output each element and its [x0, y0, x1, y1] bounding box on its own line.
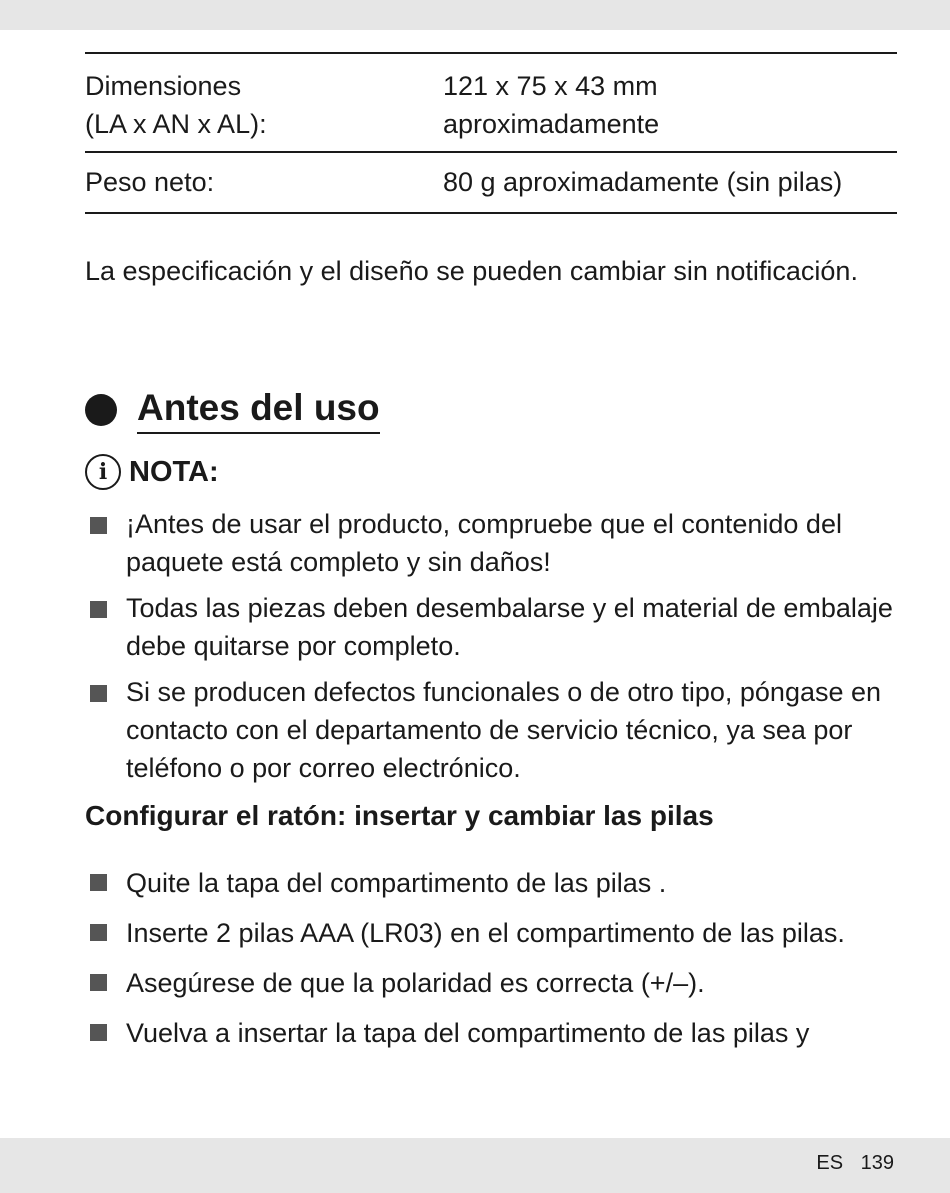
- top-margin-band: [0, 0, 950, 30]
- specification-change-note: La especificación y el diseño se pueden cambiar sin notificación.: [85, 256, 858, 286]
- spec-key-line: Dimensiones: [85, 71, 242, 101]
- page-footer: [816, 1152, 894, 1175]
- language-code: ES: [816, 1152, 844, 1174]
- spec-row-weight: [85, 151, 897, 212]
- spec-key: Peso neto:: [85, 167, 215, 197]
- list-item: Asegúrese de que la polaridad es correcta (+/–).: [88, 962, 900, 1004]
- section-heading: [85, 386, 380, 434]
- bullet-dot-icon: [85, 394, 117, 426]
- spec-value: [443, 67, 897, 143]
- spec-value-line: aproximadamente: [443, 109, 660, 139]
- page-number: 139: [860, 1152, 894, 1174]
- list-item: Todas las piezas deben desembalarse y el material de embalaje debe quitarse por completo.: [88, 589, 900, 665]
- list-item: ¡Antes de usar el producto, compruebe que el contenido del paquete está completo y sin daños!: [88, 505, 900, 581]
- specifications-table: [85, 52, 897, 214]
- subsection-title: Configurar el ratón: insertar y cambiar las pilas: [85, 800, 714, 831]
- section-title: Antes del uso: [137, 386, 380, 434]
- spec-key: [85, 67, 443, 143]
- spec-key-line: (LA x AN x AL):: [85, 109, 267, 139]
- list-item: Si se producen defectos funcionales o de otro tipo, póngase en contacto con el departamento de servicio técnico, ya sea por teléfono o por correo electrónico.: [88, 673, 900, 787]
- info-icon: i: [85, 454, 121, 490]
- list-item: Quite la tapa del compartimento de las pilas .: [88, 862, 900, 904]
- instruction-list: [88, 862, 900, 1062]
- note-list: [88, 505, 900, 795]
- note-header: [85, 454, 219, 490]
- spec-value: 80 g aproximadamente (sin pilas): [443, 167, 843, 197]
- spec-row-dimensions: [85, 54, 897, 151]
- list-item: Vuelva a insertar la tapa del compartimento de las pilas y: [88, 1012, 900, 1054]
- bottom-margin-band: [0, 1138, 950, 1193]
- list-item: Inserte 2 pilas AAA (LR03) en el compartimento de las pilas.: [88, 912, 900, 954]
- note-label: NOTA:: [129, 455, 219, 488]
- spec-value-line: 121 x 75 x 43 mm: [443, 71, 658, 101]
